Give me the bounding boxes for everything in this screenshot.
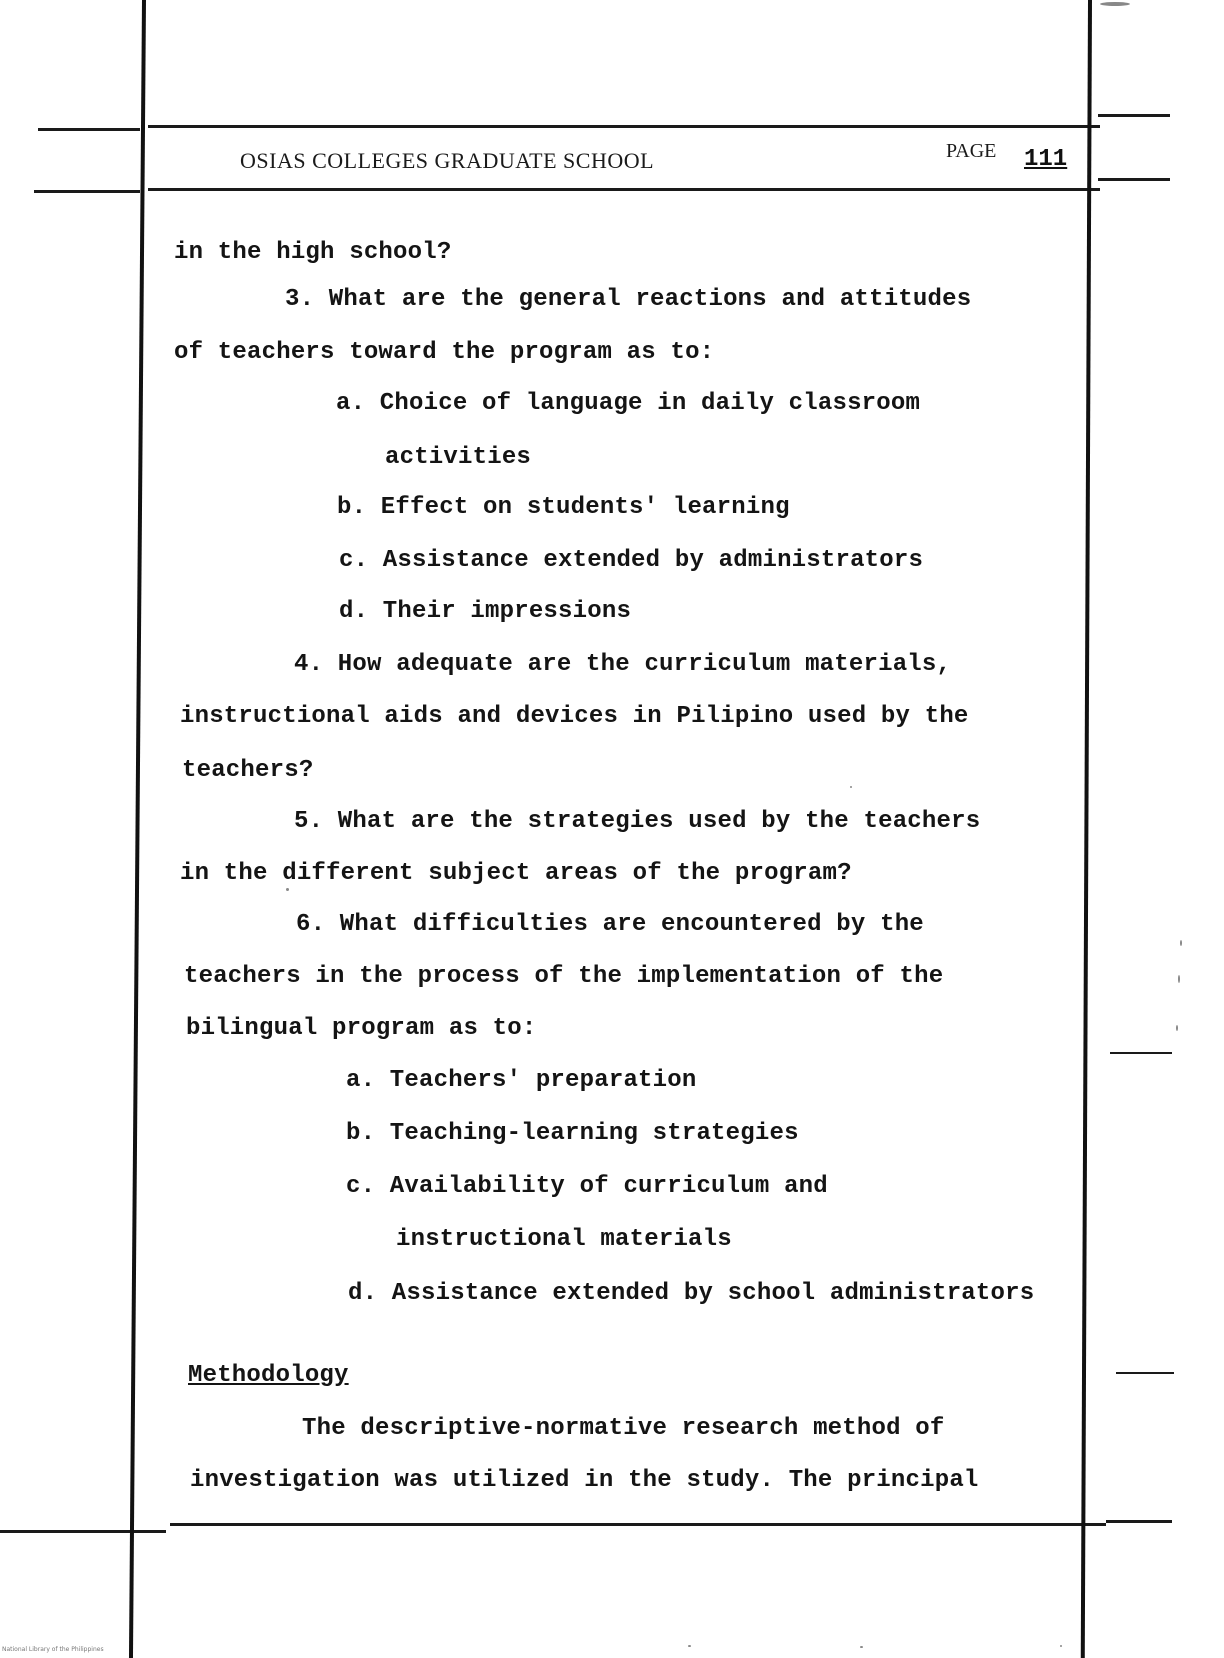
list-item-continuation: activities xyxy=(385,444,532,471)
list-item: c. Availability of curriculum and xyxy=(346,1173,828,1200)
text-line: of teachers toward the program as to: xyxy=(174,339,715,366)
text-line: teachers in the process of the implementation of the xyxy=(184,963,944,990)
scan-speck xyxy=(1178,975,1180,983)
footer-note: National Library of the Philippines xyxy=(2,1646,104,1653)
list-item: d. Assistance extended by school administrators xyxy=(348,1280,1035,1307)
text-line: in the high school? xyxy=(174,239,452,266)
right-margin-line xyxy=(1081,0,1092,1658)
list-item-continuation: instructional materials xyxy=(396,1226,732,1253)
list-item: d. Their impressions xyxy=(339,598,632,625)
text-line: 4. How adequate are the curriculum materials, xyxy=(294,651,952,678)
bottom-rule-right xyxy=(1106,1520,1172,1523)
header-page-number: 111 xyxy=(1024,146,1068,173)
top-rule xyxy=(148,125,1100,128)
bottom-rule-left xyxy=(0,1530,166,1533)
list-item: b. Effect on students' learning xyxy=(337,494,790,521)
header-page-label: PAGE xyxy=(946,140,997,162)
top-rule-left xyxy=(38,128,140,131)
list-item: a. Teachers' preparation xyxy=(346,1067,697,1094)
margin-mark-right-2 xyxy=(1116,1372,1174,1374)
list-item: c. Assistance extended by administrators xyxy=(339,547,924,574)
text-line: 3. What are the general reactions and attitudes xyxy=(285,286,972,313)
text-line: bilingual program as to: xyxy=(186,1015,537,1042)
bottom-rule xyxy=(170,1523,1106,1526)
text-line: investigation was utilized in the study. The principal xyxy=(190,1467,979,1494)
scan-speck xyxy=(850,786,852,788)
top-rule-right xyxy=(1098,114,1170,117)
text-line: teachers? xyxy=(182,757,314,784)
scan-speck xyxy=(286,888,289,891)
text-line: 6. What difficulties are encountered by the xyxy=(296,911,924,938)
text-line: in the different subject areas of the program? xyxy=(180,860,852,887)
section-heading: Methodology xyxy=(188,1362,349,1389)
text-line: The descriptive-normative research method of xyxy=(302,1415,945,1442)
scan-speck xyxy=(1176,1025,1178,1031)
list-item: a. Choice of language in daily classroom xyxy=(336,390,921,417)
header-school-name: OSIAS COLLEGES GRADUATE SCHOOL xyxy=(240,148,655,173)
scan-speck xyxy=(1180,940,1182,946)
scan-speck xyxy=(1060,1645,1062,1647)
list-item: b. Teaching-learning strategies xyxy=(346,1120,799,1147)
header-rule-right xyxy=(1098,178,1170,181)
text-line: 5. What are the strategies used by the teachers xyxy=(294,808,981,835)
header-rule-left xyxy=(34,190,140,193)
left-margin-line xyxy=(129,0,146,1658)
scan-speck xyxy=(1100,2,1130,6)
scan-speck xyxy=(860,1646,863,1648)
header-rule xyxy=(148,188,1100,191)
margin-mark-right-1 xyxy=(1110,1052,1172,1054)
text-line: instructional aids and devices in Pilipino used by the xyxy=(180,703,969,730)
scan-speck xyxy=(688,1645,691,1647)
